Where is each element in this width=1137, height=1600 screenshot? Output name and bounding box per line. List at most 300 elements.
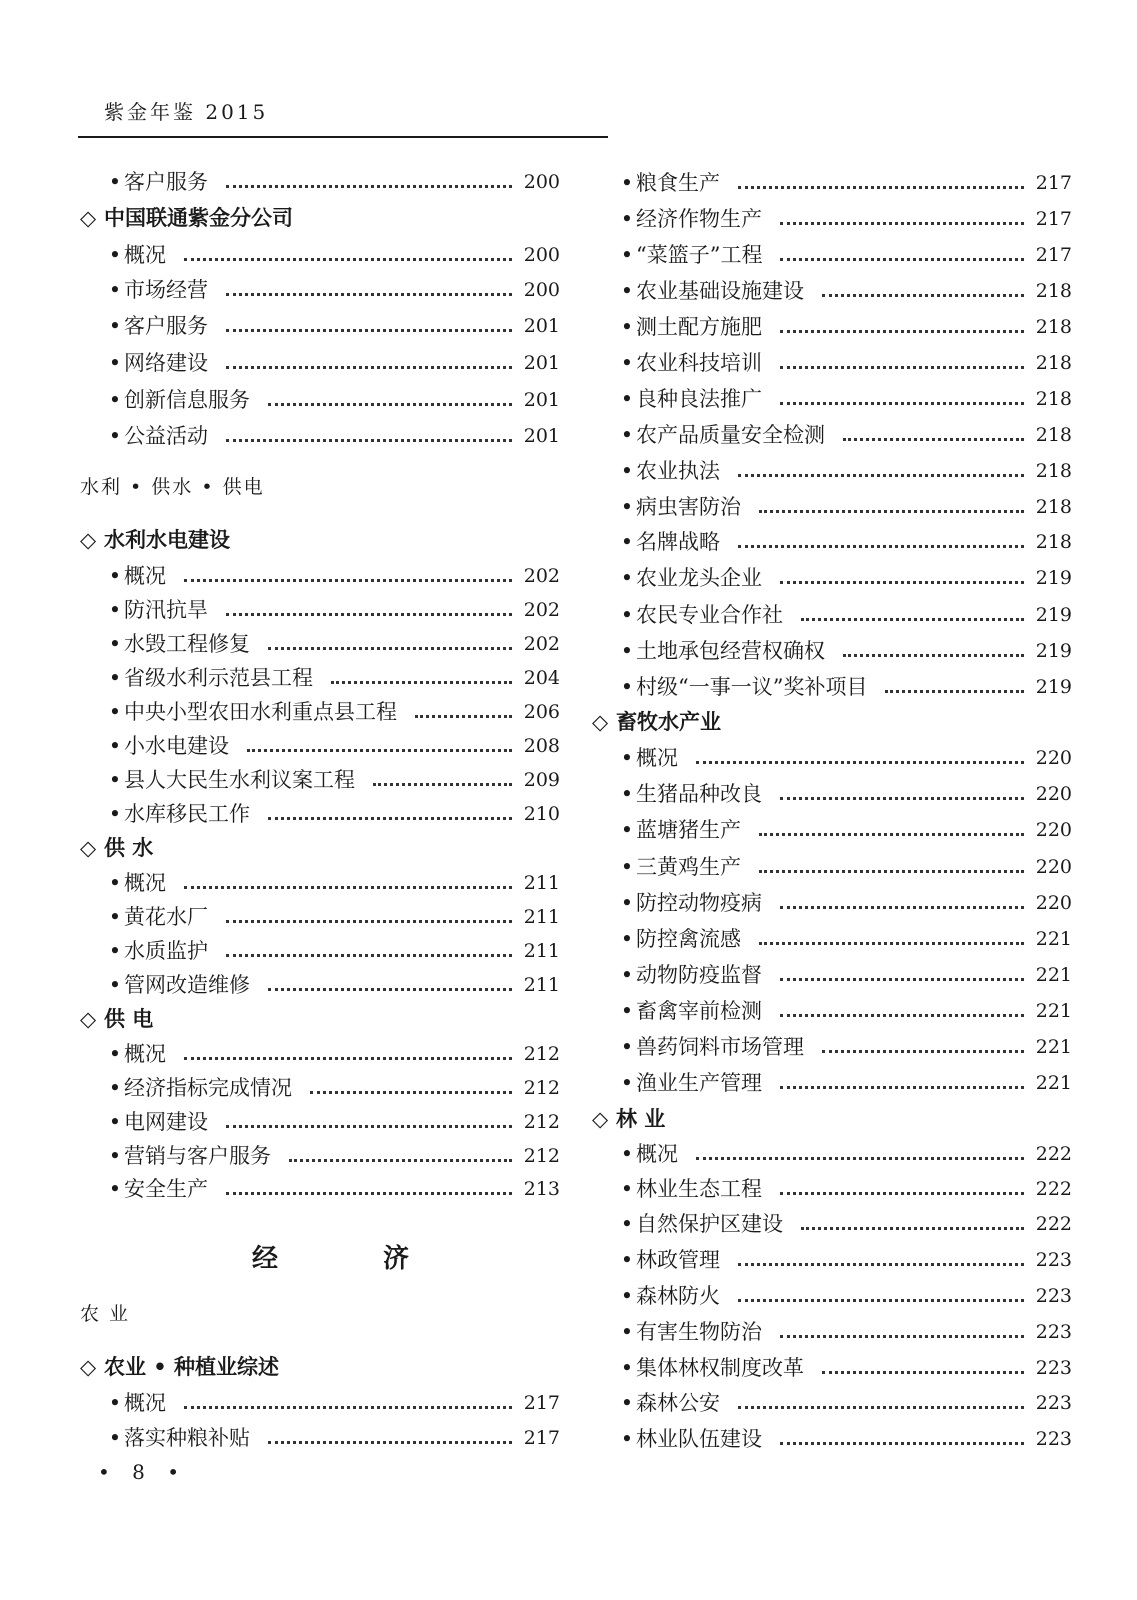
toc-entry-label: 动物防疫监督 bbox=[636, 963, 762, 987]
toc-entry-page: 208 bbox=[523, 735, 560, 757]
bullet-icon: • bbox=[620, 207, 634, 231]
toc-entry bbox=[592, 1281, 1072, 1311]
dot-leader bbox=[226, 954, 512, 957]
dot-leader bbox=[780, 581, 1024, 584]
bullet-icon: • bbox=[108, 1042, 122, 1066]
toc-entry bbox=[592, 1424, 1072, 1454]
toc-entry bbox=[592, 312, 1072, 342]
bullet-icon: • bbox=[620, 459, 634, 483]
header-rule bbox=[78, 136, 608, 138]
bullet-icon: • bbox=[108, 351, 122, 375]
toc-entry-page: 218 bbox=[1035, 531, 1072, 553]
toc-entry-page: 220 bbox=[1035, 747, 1072, 769]
toc-entry-page: 221 bbox=[1035, 928, 1072, 950]
toc-entry bbox=[592, 456, 1072, 486]
toc-entry-label: 名牌战略 bbox=[636, 530, 720, 554]
toc-entry bbox=[80, 1107, 560, 1137]
dot-leader bbox=[226, 293, 512, 296]
bullet-icon: • bbox=[620, 171, 634, 195]
toc-entry-page: 218 bbox=[1035, 424, 1072, 446]
toc-entry-page: 202 bbox=[523, 599, 560, 621]
toc-entry-label: 概况 bbox=[636, 746, 678, 770]
toc-entry-page: 200 bbox=[523, 279, 560, 301]
toc-entry-label: 水毁工程修复 bbox=[124, 632, 250, 656]
toc-entry-label: 村级“一事一议”奖补项目 bbox=[636, 675, 868, 699]
running-title: 紫金年鉴 2015 bbox=[104, 100, 269, 124]
dot-leader bbox=[738, 1299, 1024, 1302]
toc-entry-label: 农业基础设施建设 bbox=[636, 279, 804, 303]
dot-leader bbox=[885, 690, 1024, 693]
toc-entry-label: 三黄鸡生产 bbox=[636, 855, 741, 879]
toc-section-label: 林 业 bbox=[616, 1107, 666, 1131]
diamond-icon: ◇ bbox=[80, 206, 97, 230]
toc-entry-label: 网络建设 bbox=[124, 351, 208, 375]
toc-entry bbox=[80, 1174, 560, 1204]
bullet-icon: • bbox=[620, 1284, 634, 1308]
toc-section-heading bbox=[80, 1352, 560, 1382]
toc-entry-label: 有害生物防治 bbox=[636, 1320, 762, 1344]
bullet-icon: • bbox=[620, 639, 634, 663]
toc-section-label: 中国联通紫金分公司 bbox=[104, 206, 293, 230]
toc-entry-label: 概况 bbox=[124, 1391, 166, 1415]
toc-entry-page: 223 bbox=[1035, 1428, 1072, 1450]
toc-entry-page: 222 bbox=[1035, 1213, 1072, 1235]
toc-entry bbox=[592, 420, 1072, 450]
toc-entry-label: 农民专业合作社 bbox=[636, 603, 783, 627]
dot-leader bbox=[780, 1192, 1024, 1195]
toc-entry-label: 概况 bbox=[124, 1042, 166, 1066]
bullet-icon: • bbox=[620, 1212, 634, 1236]
toc-entry-label: 概况 bbox=[124, 564, 166, 588]
dot-leader bbox=[759, 942, 1024, 945]
diamond-icon: ◇ bbox=[80, 1007, 97, 1031]
toc-category-heading bbox=[80, 472, 560, 502]
toc-entry-label: 农业科技培训 bbox=[636, 351, 762, 375]
dot-leader bbox=[738, 186, 1024, 189]
toc-entry-label: 概况 bbox=[636, 1142, 678, 1166]
toc-entry bbox=[592, 1245, 1072, 1275]
toc-entry-page: 209 bbox=[523, 769, 560, 791]
bullet-icon: • bbox=[620, 855, 634, 879]
bullet-icon: • bbox=[620, 675, 634, 699]
dot-leader bbox=[738, 1263, 1024, 1266]
toc-entry bbox=[80, 629, 560, 659]
toc-entry-page: 217 bbox=[1035, 208, 1072, 230]
toc-entry bbox=[80, 868, 560, 898]
part-title: 经 济 bbox=[252, 1244, 458, 1274]
toc-entry-label: 安全生产 bbox=[124, 1177, 208, 1201]
toc-entry-page: 201 bbox=[523, 425, 560, 447]
toc-entry bbox=[592, 1353, 1072, 1383]
toc-entry bbox=[592, 815, 1072, 845]
toc-entry bbox=[80, 240, 560, 270]
dot-leader bbox=[310, 1091, 512, 1094]
toc-entry-label: 粮食生产 bbox=[636, 171, 720, 195]
toc-entry bbox=[592, 240, 1072, 270]
bullet-icon: • bbox=[620, 1177, 634, 1201]
toc-entry-label: 概况 bbox=[124, 871, 166, 895]
toc-entry-page: 222 bbox=[1035, 1178, 1072, 1200]
dot-leader bbox=[226, 329, 512, 332]
toc-entry-label: 渔业生产管理 bbox=[636, 1071, 762, 1095]
toc-entry bbox=[592, 743, 1072, 773]
toc-entry-label: 经济作物生产 bbox=[636, 207, 762, 231]
bullet-icon: • bbox=[620, 495, 634, 519]
toc-entry bbox=[592, 1317, 1072, 1347]
dot-leader bbox=[759, 870, 1024, 873]
dot-leader bbox=[822, 294, 1024, 297]
bullet-icon: • bbox=[108, 278, 122, 302]
toc-entry-label: 公益活动 bbox=[124, 424, 208, 448]
toc-entry-page: 211 bbox=[523, 872, 560, 894]
dot-leader bbox=[226, 1125, 512, 1128]
dot-leader bbox=[780, 1014, 1024, 1017]
toc-entry bbox=[80, 1388, 560, 1418]
toc-category-heading bbox=[80, 1299, 560, 1329]
toc-entry bbox=[592, 204, 1072, 234]
toc-entry-page: 204 bbox=[523, 667, 560, 689]
toc-entry-label: 客户服务 bbox=[124, 170, 208, 194]
bullet-icon: • bbox=[108, 314, 122, 338]
toc-entry-label: 黄花水厂 bbox=[124, 905, 208, 929]
toc-section-heading bbox=[80, 203, 560, 233]
dot-leader bbox=[415, 715, 512, 718]
toc-entry-label: 集体林权制度改革 bbox=[636, 1356, 804, 1380]
toc-entry bbox=[80, 385, 560, 415]
dot-leader bbox=[780, 1442, 1024, 1445]
toc-entry bbox=[592, 1068, 1072, 1098]
toc-entry-label: 森林公安 bbox=[636, 1391, 720, 1415]
toc-entry-page: 211 bbox=[523, 940, 560, 962]
toc-entry-page: 218 bbox=[1035, 280, 1072, 302]
bullet-icon: • bbox=[620, 746, 634, 770]
toc-entry-label: 概况 bbox=[124, 243, 166, 267]
toc-entry-page: 219 bbox=[1035, 567, 1072, 589]
dot-leader bbox=[822, 1371, 1024, 1374]
toc-entry-label: 畜禽宰前检测 bbox=[636, 999, 762, 1023]
bullet-icon: • bbox=[108, 1076, 122, 1100]
dot-leader bbox=[780, 330, 1024, 333]
bullet-icon: • bbox=[620, 315, 634, 339]
bullet-icon: • bbox=[620, 818, 634, 842]
toc-entry-page: 218 bbox=[1035, 388, 1072, 410]
toc-entry-page: 212 bbox=[523, 1111, 560, 1133]
bullet-icon: • bbox=[620, 1391, 634, 1415]
toc-entry-label: 防控动物疫病 bbox=[636, 891, 762, 915]
bullet-icon: • bbox=[108, 170, 122, 194]
dot-leader bbox=[268, 988, 512, 991]
dot-leader bbox=[247, 749, 512, 752]
toc-entry-page: 202 bbox=[523, 633, 560, 655]
dot-leader bbox=[801, 618, 1024, 621]
toc-section-label: 供 电 bbox=[104, 1007, 154, 1031]
toc-entry-page: 212 bbox=[523, 1077, 560, 1099]
bullet-icon: • bbox=[620, 1248, 634, 1272]
toc-entry bbox=[80, 765, 560, 795]
bullet-icon: • bbox=[108, 388, 122, 412]
toc-entry-page: 221 bbox=[1035, 964, 1072, 986]
toc-entry bbox=[592, 852, 1072, 882]
toc-entry-label: 营销与客户服务 bbox=[124, 1144, 271, 1168]
bullet-icon: • bbox=[108, 1144, 122, 1168]
dot-leader bbox=[184, 1406, 512, 1409]
dot-leader bbox=[780, 258, 1024, 261]
bullet-icon: • bbox=[620, 891, 634, 915]
toc-entry-label: 自然保护区建设 bbox=[636, 1212, 783, 1236]
toc-entry-label: 市场经营 bbox=[124, 278, 208, 302]
dot-leader bbox=[226, 1192, 512, 1195]
toc-entry bbox=[592, 960, 1072, 990]
diamond-icon: ◇ bbox=[80, 528, 97, 552]
toc-entry-label: 县人大民生水利议案工程 bbox=[124, 768, 355, 792]
dot-leader bbox=[759, 833, 1024, 836]
toc-entry-page: 218 bbox=[1035, 316, 1072, 338]
toc-entry-page: 212 bbox=[523, 1145, 560, 1167]
toc-entry-page: 223 bbox=[1035, 1285, 1072, 1307]
bullet-icon: • bbox=[620, 387, 634, 411]
toc-entry bbox=[592, 492, 1072, 522]
toc-entry-label: “菜篮子”工程 bbox=[636, 243, 763, 267]
bullet-icon: • bbox=[108, 1177, 122, 1201]
toc-entry-page: 220 bbox=[1035, 783, 1072, 805]
toc-entry-label: 蓝塘猪生产 bbox=[636, 818, 741, 842]
toc-entry-page: 211 bbox=[523, 906, 560, 928]
toc-entry bbox=[80, 421, 560, 451]
dot-leader bbox=[843, 654, 1024, 657]
toc-section-label: 供 水 bbox=[104, 836, 154, 860]
dot-leader bbox=[184, 1057, 512, 1060]
toc-entry-page: 201 bbox=[523, 352, 560, 374]
toc-entry-page: 217 bbox=[523, 1392, 560, 1414]
dot-leader bbox=[226, 366, 512, 369]
dot-leader bbox=[268, 1441, 512, 1444]
toc-entry-page: 223 bbox=[1035, 1321, 1072, 1343]
bullet-icon: • bbox=[108, 598, 122, 622]
toc-section-heading bbox=[80, 833, 560, 863]
dot-leader bbox=[226, 613, 512, 616]
toc-entry-page: 202 bbox=[523, 565, 560, 587]
diamond-icon: ◇ bbox=[80, 836, 97, 860]
toc-entry-page: 217 bbox=[1035, 172, 1072, 194]
toc-entry bbox=[592, 1209, 1072, 1239]
bullet-icon: • bbox=[620, 927, 634, 951]
toc-entry bbox=[592, 384, 1072, 414]
toc-entry-label: 良种良法推广 bbox=[636, 387, 762, 411]
bullet-icon: • bbox=[108, 973, 122, 997]
dot-leader bbox=[738, 474, 1024, 477]
dot-leader bbox=[780, 402, 1024, 405]
diamond-icon: ◇ bbox=[80, 1355, 97, 1379]
toc-entry-page: 218 bbox=[1035, 352, 1072, 374]
toc-entry-page: 218 bbox=[1035, 496, 1072, 518]
toc-entry bbox=[592, 636, 1072, 666]
toc-entry-label: 森林防火 bbox=[636, 1284, 720, 1308]
toc-entry-label: 农业执法 bbox=[636, 459, 720, 483]
dot-leader bbox=[822, 1050, 1024, 1053]
bullet-icon: • bbox=[108, 871, 122, 895]
dot-leader bbox=[289, 1159, 512, 1162]
toc-entry-label: 落实种粮补贴 bbox=[124, 1426, 250, 1450]
bullet-icon: • bbox=[620, 279, 634, 303]
toc-entry bbox=[80, 561, 560, 591]
toc-entry bbox=[80, 936, 560, 966]
dot-leader bbox=[780, 906, 1024, 909]
toc-entry bbox=[592, 563, 1072, 593]
dot-leader bbox=[801, 1227, 1024, 1230]
bullet-icon: • bbox=[620, 782, 634, 806]
toc-entry-label: 测土配方施肥 bbox=[636, 315, 762, 339]
toc-entry-label: 林业生态工程 bbox=[636, 1177, 762, 1201]
toc-entry bbox=[80, 1141, 560, 1171]
dot-leader bbox=[780, 366, 1024, 369]
bullet-icon: • bbox=[620, 530, 634, 554]
bullet-icon: • bbox=[620, 351, 634, 375]
bullet-icon: • bbox=[108, 768, 122, 792]
toc-entry-page: 223 bbox=[1035, 1357, 1072, 1379]
bullet-icon: • bbox=[620, 1035, 634, 1059]
toc-entry-label: 管网改造维修 bbox=[124, 973, 250, 997]
bullet-icon: • bbox=[108, 1110, 122, 1134]
page-number: • 8 • bbox=[98, 1460, 188, 1484]
toc-entry-label: 创新信息服务 bbox=[124, 388, 250, 412]
toc-entry-label: 林政管理 bbox=[636, 1248, 720, 1272]
toc-entry-label: 小水电建设 bbox=[124, 734, 229, 758]
dot-leader bbox=[738, 545, 1024, 548]
toc-entry-label: 水质监护 bbox=[124, 939, 208, 963]
toc-section-heading bbox=[592, 707, 1072, 737]
toc-entry bbox=[592, 1032, 1072, 1062]
bullet-icon: • bbox=[108, 666, 122, 690]
toc-entry-page: 217 bbox=[523, 1427, 560, 1449]
toc-section-heading bbox=[80, 1004, 560, 1034]
bullet-icon: • bbox=[620, 243, 634, 267]
toc-entry-label: 经济指标完成情况 bbox=[124, 1076, 292, 1100]
toc-entry bbox=[80, 697, 560, 727]
toc-entry-page: 201 bbox=[523, 315, 560, 337]
toc-entry-page: 220 bbox=[1035, 892, 1072, 914]
toc-entry-page: 213 bbox=[523, 1178, 560, 1200]
bullet-icon: • bbox=[620, 999, 634, 1023]
toc-category-label: 农 业 bbox=[80, 1303, 131, 1325]
bullet-icon: • bbox=[108, 632, 122, 656]
toc-entry bbox=[592, 276, 1072, 306]
dot-leader bbox=[843, 438, 1024, 441]
bullet-icon: • bbox=[108, 1391, 122, 1415]
toc-entry-page: 221 bbox=[1035, 1000, 1072, 1022]
toc-entry-page: 221 bbox=[1035, 1072, 1072, 1094]
toc-entry-label: 省级水利示范县工程 bbox=[124, 666, 313, 690]
toc-entry-page: 210 bbox=[523, 803, 560, 825]
diamond-icon: ◇ bbox=[592, 1107, 609, 1131]
dot-leader bbox=[780, 978, 1024, 981]
toc-entry bbox=[80, 167, 560, 197]
toc-entry bbox=[592, 348, 1072, 378]
bullet-icon: • bbox=[620, 963, 634, 987]
bullet-icon: • bbox=[620, 1356, 634, 1380]
toc-entry-label: 生猪品种改良 bbox=[636, 782, 762, 806]
dot-leader bbox=[268, 403, 512, 406]
toc-entry-page: 219 bbox=[1035, 604, 1072, 626]
bullet-icon: • bbox=[620, 566, 634, 590]
toc-entry bbox=[80, 663, 560, 693]
diamond-icon: ◇ bbox=[592, 710, 609, 734]
toc-entry-page: 222 bbox=[1035, 1143, 1072, 1165]
bullet-icon: • bbox=[108, 564, 122, 588]
bullet-icon: • bbox=[620, 1142, 634, 1166]
dot-leader bbox=[373, 783, 512, 786]
toc-entry-page: 221 bbox=[1035, 1036, 1072, 1058]
dot-leader bbox=[738, 1406, 1024, 1409]
toc-entry bbox=[592, 996, 1072, 1026]
toc-entry-label: 农产品质量安全检测 bbox=[636, 423, 825, 447]
bullet-icon: • bbox=[620, 1427, 634, 1451]
toc-entry bbox=[80, 275, 560, 305]
dot-leader bbox=[268, 647, 512, 650]
bullet-icon: • bbox=[108, 1426, 122, 1450]
toc-entry bbox=[80, 1423, 560, 1453]
bullet-icon: • bbox=[108, 905, 122, 929]
bullet-icon: • bbox=[108, 734, 122, 758]
bullet-icon: • bbox=[108, 802, 122, 826]
toc-entry-page: 218 bbox=[1035, 460, 1072, 482]
toc-section-label: 水利水电建设 bbox=[104, 528, 230, 552]
toc-entry-page: 223 bbox=[1035, 1249, 1072, 1271]
toc-entry bbox=[80, 731, 560, 761]
toc-entry bbox=[80, 311, 560, 341]
toc-entry-label: 病虫害防治 bbox=[636, 495, 741, 519]
toc-entry bbox=[592, 779, 1072, 809]
dot-leader bbox=[226, 920, 512, 923]
toc-entry-label: 防控禽流感 bbox=[636, 927, 741, 951]
toc-entry-label: 农业龙头企业 bbox=[636, 566, 762, 590]
dot-leader bbox=[331, 681, 512, 684]
toc-entry-page: 219 bbox=[1035, 640, 1072, 662]
toc-section-label: 农业 • 种植业综述 bbox=[104, 1355, 280, 1379]
bullet-icon: • bbox=[108, 424, 122, 448]
toc-entry bbox=[80, 595, 560, 625]
toc-entry bbox=[80, 348, 560, 378]
toc-entry-label: 林业队伍建设 bbox=[636, 1427, 762, 1451]
toc-entry-label: 兽药饲料市场管理 bbox=[636, 1035, 804, 1059]
toc-entry bbox=[592, 924, 1072, 954]
toc-entry bbox=[592, 1139, 1072, 1169]
toc-entry bbox=[80, 1039, 560, 1069]
toc-entry-page: 223 bbox=[1035, 1392, 1072, 1414]
toc-entry-label: 防汛抗旱 bbox=[124, 598, 208, 622]
toc-entry-page: 206 bbox=[523, 701, 560, 723]
toc-entry-page: 211 bbox=[523, 974, 560, 996]
toc-entry bbox=[80, 902, 560, 932]
toc-entry-label: 客户服务 bbox=[124, 314, 208, 338]
toc-entry bbox=[592, 1174, 1072, 1204]
toc-section-heading bbox=[80, 525, 560, 555]
toc-entry bbox=[80, 970, 560, 1000]
toc-entry-page: 200 bbox=[523, 244, 560, 266]
dot-leader bbox=[184, 886, 512, 889]
toc-entry bbox=[592, 888, 1072, 918]
dot-leader bbox=[268, 817, 512, 820]
toc-entry bbox=[592, 168, 1072, 198]
toc-entry-label: 土地承包经营权确权 bbox=[636, 639, 825, 663]
toc-entry-label: 水库移民工作 bbox=[124, 802, 250, 826]
toc-section-heading bbox=[592, 1104, 1072, 1134]
dot-leader bbox=[780, 797, 1024, 800]
bullet-icon: • bbox=[620, 1320, 634, 1344]
toc-entry-label: 电网建设 bbox=[124, 1110, 208, 1134]
bullet-icon: • bbox=[108, 939, 122, 963]
dot-leader bbox=[696, 1157, 1024, 1160]
toc-entry bbox=[592, 527, 1072, 557]
